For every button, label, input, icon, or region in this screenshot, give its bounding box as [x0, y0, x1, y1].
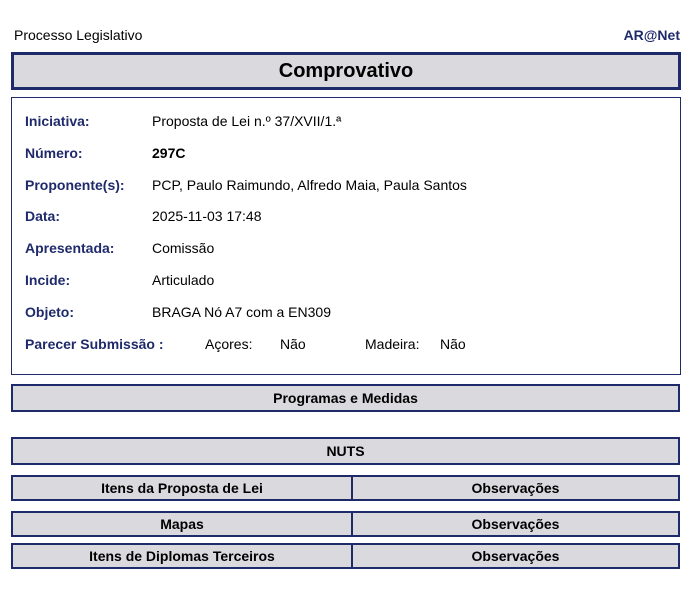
row-parecer [25, 335, 625, 353]
incide-value: Articulado [152, 272, 215, 288]
itens-proposta-header [11, 475, 680, 501]
itens-proposta-label: Itens da Proposta de Lei [13, 477, 353, 499]
itens-diplomas-observacoes: Observações [471, 548, 560, 564]
header-left-text: Processo Legislativo [14, 27, 143, 43]
info-panel [11, 97, 681, 375]
itens-diplomas-header [11, 543, 680, 569]
mapas-header [11, 511, 680, 537]
objeto-value: BRAGA Nó A7 com a EN309 [152, 304, 331, 320]
proponentes-label: Proponente(s): [25, 177, 125, 193]
nuts-section: NUTS [11, 437, 680, 465]
header-right-text: AR@Net [623, 27, 680, 43]
objeto-label: Objeto: [25, 304, 74, 320]
madeira-value: Não [440, 336, 466, 352]
madeira-label: Madeira: [365, 336, 420, 352]
acores-label: Açores: [205, 336, 253, 352]
mapas-label: Mapas [13, 513, 353, 535]
iniciativa-label: Iniciativa: [25, 113, 90, 129]
acores-value: Não [280, 336, 306, 352]
data-label: Data: [25, 208, 61, 224]
iniciativa-value: Proposta de Lei n.º 37/XVII/1.ª [152, 113, 342, 129]
apresentada-label: Apresentada: [25, 240, 115, 256]
itens-diplomas-label: Itens de Diplomas Terceiros [13, 545, 353, 567]
incide-label: Incide: [25, 272, 71, 288]
page-title: Comprovativo [11, 52, 681, 90]
apresentada-value: Comissão [152, 240, 215, 256]
parecer-label: Parecer Submissão : [25, 336, 164, 352]
data-value: 2025-11-03 17:48 [152, 208, 262, 224]
mapas-observacoes: Observações [471, 516, 560, 532]
programas-medidas-section: Programas e Medidas [11, 384, 680, 412]
itens-proposta-observacoes: Observações [471, 480, 560, 496]
numero-label: Número: [25, 145, 83, 161]
numero-value: 297C [152, 145, 186, 161]
proponentes-value: PCP, Paulo Raimundo, Alfredo Maia, Paula Santos [152, 177, 467, 193]
top-header [14, 27, 680, 45]
